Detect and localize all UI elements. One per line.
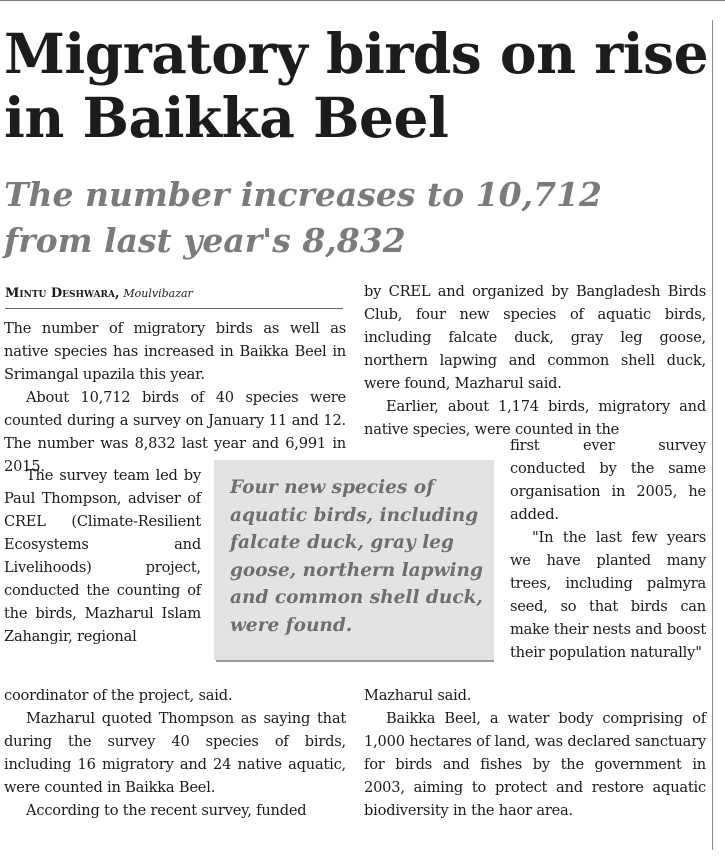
paragraph: According to the recent survey, funded — [26, 802, 307, 819]
pull-quote: Four new species of aquatic birds, including falcate duck, gray leg goose, northern lapwing and common shell duck, were found. — [230, 477, 483, 636]
headline: Migratory birds on rise in Baikka Beel — [4, 21, 709, 150]
byline-rule — [5, 308, 343, 309]
subheadline: The number increases to 10,712 from last year's 8,832 — [4, 175, 602, 260]
paragraph: by CREL and organized by Bangladesh Birds Club, four new species of aquatic birds, including falcate duck, gray leg goose, northern lapwing and common shell duck, were found, Mazharul said. — [364, 283, 706, 392]
column-2-upper — [364, 280, 706, 441]
byline-author: Mintu Deshwara, — [5, 286, 120, 301]
column-2-narrow — [510, 434, 706, 664]
paragraph: About 10,712 birds of 40 species were counted during a survey on January 11 and 12. The number was 8,832 last year and 6,991 in 2015. — [4, 389, 346, 475]
paragraph: The number of migratory birds as well as native species has increased in Baikka Beel in Srimangal upazila this year. — [4, 320, 346, 383]
paragraph: Mazharul quoted Thompson as saying that during the survey 40 species of birds, including 16 migratory and 24 native aquatic, were counted in Baikka Beel. — [4, 710, 346, 796]
column-1-upper — [4, 317, 346, 478]
top-rule — [0, 0, 725, 1]
paragraph: "In the last few years we have planted many trees, including palmyra seed, so that birds can make their nests and boost their population naturally" — [510, 529, 706, 661]
byline-location: Moulvibazar — [123, 287, 193, 300]
pull-quote-box — [214, 460, 494, 660]
paragraph: Baikka Beel, a water body comprising of 1,000 hectares of land, was declared sanctuary for birds and fishes by the government in 2003, aiming to protect and restore aquatic biodiversity in the haor area. — [364, 710, 706, 819]
paragraph: Mazharul said. — [364, 687, 472, 704]
paragraph: The survey team led by Paul Thompson, adviser of CREL (Climate-Resilient Ecosystems and Livelihoods) project, conducted the counting of the birds, Mazharul Islam Zahangir, regional — [4, 467, 201, 645]
column-2-lower — [364, 684, 706, 822]
column-rule — [712, 20, 713, 850]
column-1-lower — [4, 684, 346, 822]
byline — [5, 285, 343, 302]
paragraph: Earlier, about 1,174 birds, migratory and native species, were counted in the — [364, 398, 706, 438]
paragraph: coordinator of the project, said. — [4, 687, 233, 704]
paragraph: first ever survey conducted by the same organisation in 2005, he added. — [510, 437, 706, 523]
